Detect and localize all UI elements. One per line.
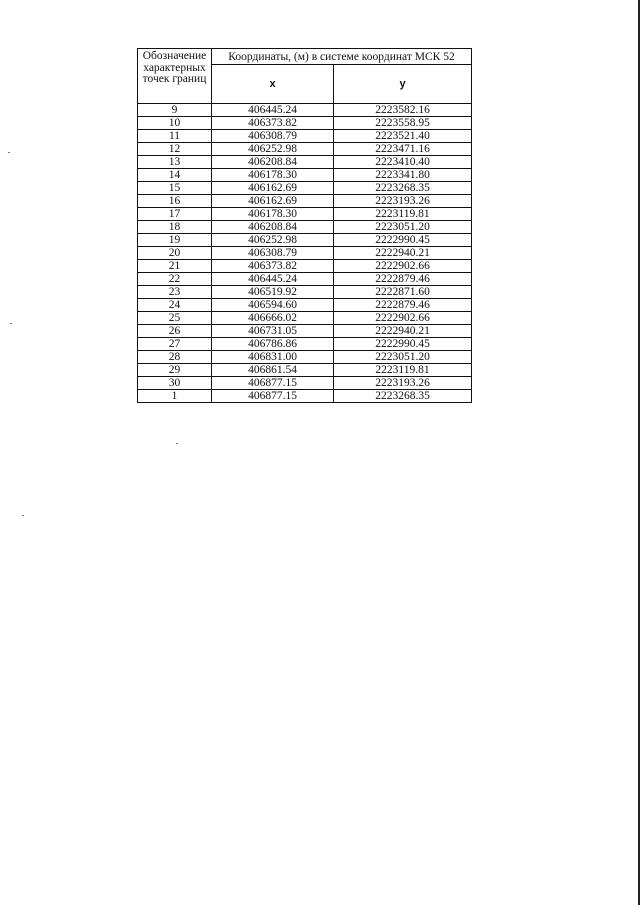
x-cell: 406178.30 <box>212 208 334 221</box>
scan-speck <box>10 323 12 324</box>
y-cell: 2222940.21 <box>334 247 472 260</box>
point-cell: 11 <box>138 130 212 143</box>
x-cell: 406178.30 <box>212 169 334 182</box>
y-cell: 2223193.26 <box>334 377 472 390</box>
point-column-header: Обозначение характерных точек границ <box>138 49 212 104</box>
x-cell: 406252.98 <box>212 234 334 247</box>
x-cell: 406519.92 <box>212 286 334 299</box>
point-cell: 27 <box>138 338 212 351</box>
x-cell: 406252.98 <box>212 143 334 156</box>
x-cell: 406445.24 <box>212 273 334 286</box>
y-cell: 2222902.66 <box>334 260 472 273</box>
table-row <box>138 299 472 312</box>
y-cell: 2222871.60 <box>334 286 472 299</box>
coordinates-table <box>137 48 472 403</box>
y-cell: 2222990.45 <box>334 338 472 351</box>
x-cell: 406373.82 <box>212 260 334 273</box>
y-cell: 2223582.16 <box>334 104 472 117</box>
y-cell: 2223051.20 <box>334 221 472 234</box>
point-cell: 24 <box>138 299 212 312</box>
x-column-header: x <box>212 65 334 104</box>
y-cell: 2223193.26 <box>334 195 472 208</box>
scan-speck <box>8 152 10 153</box>
y-cell: 2222879.46 <box>334 273 472 286</box>
table-row <box>138 312 472 325</box>
table-row <box>138 143 472 156</box>
point-cell: 9 <box>138 104 212 117</box>
y-cell: 2223410.40 <box>334 156 472 169</box>
point-cell: 12 <box>138 143 212 156</box>
table-row <box>138 260 472 273</box>
scan-speck <box>22 515 24 516</box>
point-cell: 15 <box>138 182 212 195</box>
table-row <box>138 377 472 390</box>
y-cell: 2223119.81 <box>334 364 472 377</box>
y-column-header: y <box>334 65 472 104</box>
point-cell: 26 <box>138 325 212 338</box>
point-cell: 16 <box>138 195 212 208</box>
point-cell: 13 <box>138 156 212 169</box>
table-row <box>138 104 472 117</box>
point-cell: 20 <box>138 247 212 260</box>
y-cell: 2223471.16 <box>334 143 472 156</box>
table-row <box>138 286 472 299</box>
table-row <box>138 273 472 286</box>
x-cell: 406445.24 <box>212 104 334 117</box>
table-row <box>138 364 472 377</box>
y-cell: 2223268.35 <box>334 390 472 403</box>
table-row <box>138 208 472 221</box>
table-row <box>138 234 472 247</box>
point-cell: 21 <box>138 260 212 273</box>
x-cell: 406208.84 <box>212 221 334 234</box>
x-cell: 406208.84 <box>212 156 334 169</box>
y-cell: 2223051.20 <box>334 351 472 364</box>
table-row <box>138 182 472 195</box>
x-cell: 406308.79 <box>212 130 334 143</box>
point-cell: 28 <box>138 351 212 364</box>
table-body <box>138 104 472 403</box>
y-cell: 2222902.66 <box>334 312 472 325</box>
table-row <box>138 221 472 234</box>
table-header-row <box>138 49 472 65</box>
table-row <box>138 338 472 351</box>
point-cell: 14 <box>138 169 212 182</box>
point-cell: 29 <box>138 364 212 377</box>
point-cell: 10 <box>138 117 212 130</box>
table-row <box>138 351 472 364</box>
x-cell: 406786.86 <box>212 338 334 351</box>
y-cell: 2222990.45 <box>334 234 472 247</box>
y-cell: 2223268.35 <box>334 182 472 195</box>
point-cell: 30 <box>138 377 212 390</box>
table-row <box>138 390 472 403</box>
table-row <box>138 247 472 260</box>
point-cell: 18 <box>138 221 212 234</box>
y-cell: 2223521.40 <box>334 130 472 143</box>
x-cell: 406162.69 <box>212 195 334 208</box>
x-cell: 406831.00 <box>212 351 334 364</box>
x-cell: 406877.15 <box>212 390 334 403</box>
table-row <box>138 117 472 130</box>
x-cell: 406373.82 <box>212 117 334 130</box>
y-cell: 2222879.46 <box>334 299 472 312</box>
x-cell: 406861.54 <box>212 364 334 377</box>
point-cell: 17 <box>138 208 212 221</box>
x-cell: 406731.05 <box>212 325 334 338</box>
table-row <box>138 130 472 143</box>
y-cell: 2223341.80 <box>334 169 472 182</box>
point-cell: 25 <box>138 312 212 325</box>
scan-speck <box>176 443 178 444</box>
table-row <box>138 325 472 338</box>
y-cell: 2223558.95 <box>334 117 472 130</box>
table-row <box>138 169 472 182</box>
point-cell: 23 <box>138 286 212 299</box>
coordinates-column-header: Координаты, (м) в системе координат МСК 52 <box>212 49 472 65</box>
x-cell: 406162.69 <box>212 182 334 195</box>
y-cell: 2222940.21 <box>334 325 472 338</box>
point-cell: 22 <box>138 273 212 286</box>
y-cell: 2223119.81 <box>334 208 472 221</box>
x-cell: 406594.60 <box>212 299 334 312</box>
x-cell: 406666.02 <box>212 312 334 325</box>
x-cell: 406877.15 <box>212 377 334 390</box>
x-cell: 406308.79 <box>212 247 334 260</box>
point-cell: 1 <box>138 390 212 403</box>
table-row <box>138 156 472 169</box>
point-cell: 19 <box>138 234 212 247</box>
table-row <box>138 195 472 208</box>
